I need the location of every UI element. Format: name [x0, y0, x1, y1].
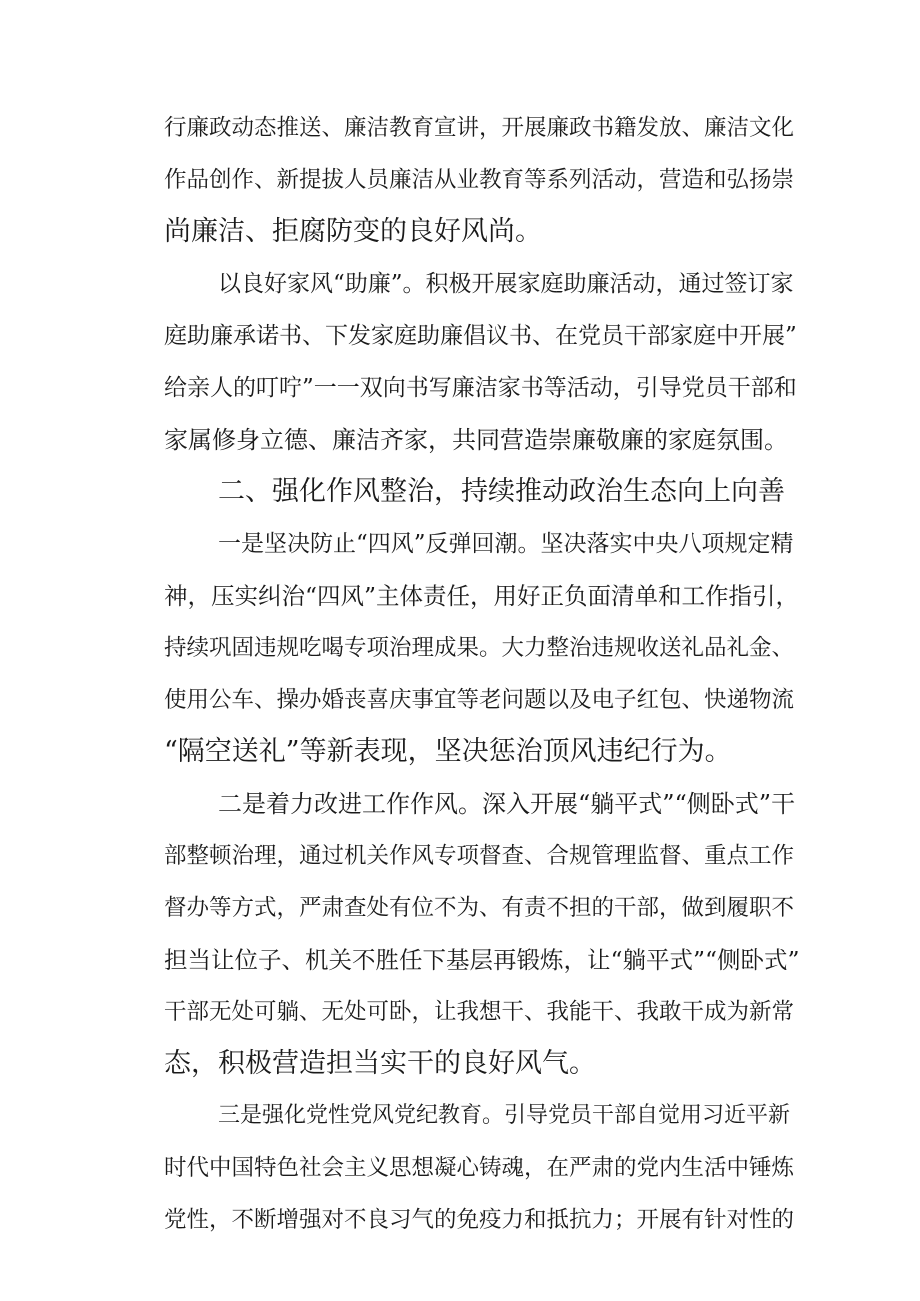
text-line — [0, 160, 920, 200]
text-line — [0, 1096, 920, 1136]
text-line — [0, 836, 920, 876]
text-line-content: 以良好家风“助廉”。积极开展家庭助廉活动，通过签订家 — [218, 271, 794, 297]
text-line — [0, 524, 920, 564]
text-line — [0, 992, 920, 1032]
text-line-content: “隔空送礼”等新表现，坚决惩治顶风违纪行为。 — [164, 736, 732, 767]
text-line-content: 态，积极营造担当实干的良好风气。 — [164, 1048, 596, 1079]
text-line-content: 部整顿治理，通过机关作风专项督查、合规管理监督、重点工作 — [164, 843, 795, 869]
text-line-content: 尚廉洁、拒腐防变的良好风尚。 — [164, 216, 542, 247]
text-line — [0, 940, 920, 980]
text-line-content: 作品创作、新提拔人员廉洁从业教育等系列活动，营造和弘扬崇 — [164, 167, 795, 193]
text-line — [0, 264, 920, 304]
text-line-content: 神，压实纠治“四风”主体责任，用好正负面清单和工作指引， — [164, 582, 800, 610]
text-line — [0, 680, 920, 720]
text-line — [0, 732, 920, 772]
text-line — [0, 628, 920, 668]
text-line — [0, 212, 920, 252]
text-line-content: 二、强化作风整治，持续推动政治生态向上向善 — [218, 476, 785, 507]
text-line-content: 二是着力改进工作作风。深入开展“躺平式”“侧卧式”干 — [218, 790, 796, 818]
text-line — [0, 420, 920, 460]
text-line-content: 行廉政动态推送、廉洁教育宣讲，开展廉政书籍发放、廉洁文化 — [164, 115, 795, 141]
text-line — [0, 108, 920, 148]
text-line — [0, 1044, 920, 1084]
text-line-content: 时代中国特色社会主义思想凝心铸魂，在严肃的党内生活中锤炼 — [164, 1155, 795, 1181]
text-line-content: 担当让位子、机关不胜任下基层再锻炼，让“躺平式”“侧卧式” — [164, 946, 800, 974]
text-line — [0, 368, 920, 408]
text-line-content: 三是强化党性党风党纪教育。引导党员干部自觉用习近平新 — [218, 1103, 791, 1128]
text-line-content: 督办等方式，严肃查处有位不为、有责不担的干部，做到履职不 — [164, 895, 795, 921]
text-line-content: 庭助廉承诺书、下发家庭助廉倡议书、在党员干部家庭中开展” — [164, 323, 797, 349]
text-line — [0, 1148, 920, 1188]
text-line — [0, 576, 920, 616]
text-line-content: 党性，不断增强对不良习气的免疫力和抵抗力；开展有针对性的 — [164, 1207, 795, 1233]
text-line-content: 一是坚决防止“四风”反弹回潮。坚决落实中央八项规定精 — [218, 531, 794, 557]
text-line — [0, 784, 920, 824]
text-line-content: 干部无处可躺、无处可卧，让我想干、我能干、我敢干成为新常 — [164, 999, 795, 1025]
section-heading — [0, 472, 920, 512]
text-line-content: 持续巩固违规吃喝专项治理成果。大力整治违规收送礼品礼金、 — [164, 635, 795, 661]
text-line — [0, 888, 920, 928]
text-line-content: 家属修身立德、廉洁齐家，共同营造崇廉敬廉的家庭氛围。 — [164, 426, 788, 454]
text-line-content: 给亲人的叮咛”一一双向书写廉洁家书等活动，引导党员干部和 — [164, 375, 797, 401]
text-line — [0, 1200, 920, 1240]
text-line — [0, 316, 920, 356]
text-line-content: 使用公车、操办婚丧喜庆事宜等老问题以及电子红包、快递物流 — [164, 687, 795, 713]
